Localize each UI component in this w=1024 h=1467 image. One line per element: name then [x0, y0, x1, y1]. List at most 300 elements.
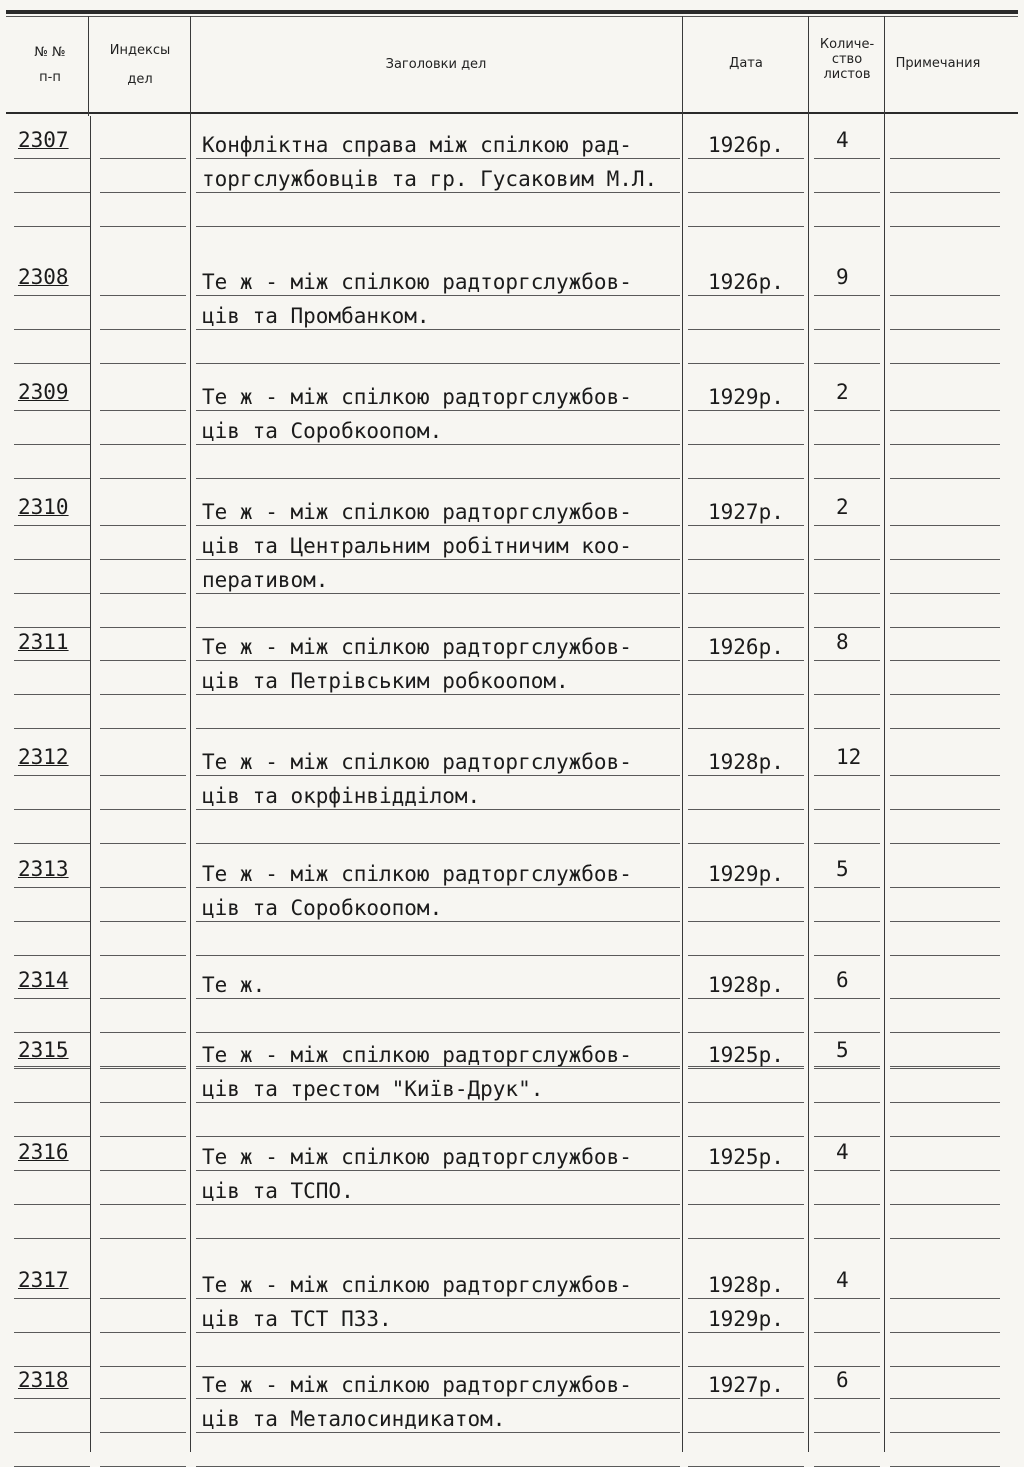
- ruling-line: [688, 593, 804, 594]
- ruling-line: [814, 1398, 880, 1399]
- row-date: [708, 630, 784, 664]
- ruling-line: [890, 1068, 1000, 1069]
- ruling-line: [814, 410, 880, 411]
- row-title-line: Те ж - мiж спiлкою радторгслужбов-: [202, 862, 632, 886]
- row-title-line: Те ж - мiж спiлкою радторгслужбов-: [202, 500, 632, 524]
- row-date-line: 1925р.: [708, 1145, 784, 1169]
- ruling-line: [14, 694, 90, 695]
- ruling-line: [890, 1332, 1000, 1333]
- ruling-line: [100, 410, 186, 411]
- row-date: [708, 380, 784, 414]
- ruling-line: [100, 660, 186, 661]
- ruling-line: [688, 809, 804, 810]
- ruling-line: [196, 444, 680, 445]
- ruling-line: [890, 775, 1000, 776]
- header-date: [684, 55, 808, 74]
- ruling-line: [14, 728, 90, 729]
- ruling-line: [688, 1298, 804, 1299]
- ruling-line: [688, 478, 804, 479]
- row-title: [202, 380, 632, 448]
- ruling-line: [14, 363, 90, 364]
- ruling-line: [196, 1102, 680, 1103]
- ruling-line: [814, 1298, 880, 1299]
- ruling-line: [14, 843, 90, 844]
- ruling-line: [100, 226, 186, 227]
- ruling-line: [100, 1366, 186, 1367]
- ruling-line: [196, 1136, 680, 1137]
- ruling-line: [814, 843, 880, 844]
- row-title: [202, 1268, 632, 1336]
- row-sheet-count: 9: [836, 265, 849, 289]
- ruling-line: [196, 410, 680, 411]
- ruling-line: [100, 158, 186, 159]
- ruling-line: [814, 158, 880, 159]
- ruling-line: [14, 1298, 90, 1299]
- row-date-line: 1929р.: [708, 385, 784, 409]
- ruling-line: [890, 1238, 1000, 1239]
- column-divider: [90, 116, 91, 1452]
- row-title: [202, 745, 632, 813]
- row-title-line: Те ж - мiж спiлкою радторгслужбов-: [202, 1145, 632, 1169]
- ruling-line: [100, 1136, 186, 1137]
- ruling-line: [688, 226, 804, 227]
- ruling-line: [14, 1432, 90, 1433]
- ruling-line: [14, 1170, 90, 1171]
- header-count-label-3: листов: [823, 66, 871, 82]
- ruling-line: [890, 694, 1000, 695]
- row-date-line: 1928р.: [708, 750, 784, 774]
- row-title: [202, 968, 265, 1002]
- ruling-line: [14, 329, 90, 330]
- ruling-line: [688, 1170, 804, 1171]
- ruling-line: [100, 559, 186, 560]
- ruling-line: [688, 887, 804, 888]
- row-date-line: 1925р.: [708, 1043, 784, 1067]
- ruling-line: [196, 1398, 680, 1399]
- row-sheet-count: 4: [836, 1140, 849, 1164]
- ruling-line: [814, 525, 880, 526]
- ruling-line: [196, 1366, 680, 1367]
- ruling-line: [196, 1238, 680, 1239]
- row-number: 2314: [18, 968, 69, 992]
- ruling-line: [100, 1102, 186, 1103]
- ruling-line: [100, 694, 186, 695]
- row-title-line: цiв та ТСПО.: [202, 1179, 354, 1203]
- row-sheet-count: 4: [836, 128, 849, 152]
- ruling-line: [890, 660, 1000, 661]
- row-number: 2316: [18, 1140, 69, 1164]
- ruling-line: [688, 329, 804, 330]
- ruling-line: [196, 363, 680, 364]
- ruling-line: [100, 1432, 186, 1433]
- ruling-line: [814, 1332, 880, 1333]
- ruling-line: [890, 593, 1000, 594]
- ruling-line: [688, 694, 804, 695]
- ruling-line: [814, 955, 880, 956]
- ruling-line: [14, 1136, 90, 1137]
- ruling-line: [100, 955, 186, 956]
- ruling-line: [814, 887, 880, 888]
- ruling-line: [890, 1398, 1000, 1399]
- ruling-line: [196, 192, 680, 193]
- ruling-line: [688, 192, 804, 193]
- ruling-line: [100, 295, 186, 296]
- ruling-line: [890, 444, 1000, 445]
- row-date: [708, 1268, 784, 1336]
- ruling-line: [100, 525, 186, 526]
- ruling-line: [100, 843, 186, 844]
- ruling-line: [14, 1366, 90, 1367]
- row-date: [708, 1038, 784, 1072]
- ruling-line: [14, 1204, 90, 1205]
- ruling-line: [14, 226, 90, 227]
- column-divider: [88, 16, 89, 116]
- row-date-line: 1926р.: [708, 635, 784, 659]
- row-sheet-count: 12: [836, 745, 862, 769]
- ruling-line: [196, 478, 680, 479]
- row-sheet-count: 5: [836, 1038, 849, 1062]
- ruling-line: [814, 1238, 880, 1239]
- ruling-line: [890, 525, 1000, 526]
- ruling-line: [890, 158, 1000, 159]
- ruling-line: [196, 593, 680, 594]
- ruling-line: [814, 1204, 880, 1205]
- header-index-sub: дел: [127, 71, 153, 87]
- row-title: [202, 1140, 632, 1208]
- row-title-line: цiв та Петрiвським робкоопом.: [202, 669, 569, 693]
- ruling-line: [688, 843, 804, 844]
- ruling-line: [14, 921, 90, 922]
- row-date: [708, 495, 784, 529]
- row-title-line: цiв та Соробкоопом.: [202, 896, 443, 920]
- row-sheet-count: 4: [836, 1268, 849, 1292]
- row-title-line: цiв та Соробкоопом.: [202, 419, 443, 443]
- row-title-line: Те ж - мiж спiлкою радторгслужбов-: [202, 270, 632, 294]
- ruling-line: [14, 444, 90, 445]
- ruling-line: [196, 226, 680, 227]
- ruling-line: [14, 775, 90, 776]
- row-number: 2307: [18, 128, 69, 152]
- row-number: 2312: [18, 745, 69, 769]
- row-sheet-count: 2: [836, 495, 849, 519]
- ruling-line: [688, 1032, 804, 1033]
- row-title-line: перативом.: [202, 568, 329, 592]
- header-index-label: Индексы: [109, 43, 171, 58]
- column-divider: [682, 16, 683, 1452]
- ruling-line: [890, 1204, 1000, 1205]
- ruling-line: [890, 192, 1000, 193]
- ruling-line: [196, 627, 680, 628]
- ruling-line: [196, 295, 680, 296]
- ruling-line: [196, 1068, 680, 1069]
- row-title-line: Те ж - мiж спiлкою радторгслужбов-: [202, 750, 632, 774]
- ruling-line: [890, 809, 1000, 810]
- ruling-line: [890, 955, 1000, 956]
- ruling-line: [814, 559, 880, 560]
- row-title-line: торгслужбовцiв та гр. Гусаковим М.Л.: [202, 167, 658, 191]
- ruling-line: [14, 1332, 90, 1333]
- ruling-line: [196, 998, 680, 999]
- ruling-line: [100, 809, 186, 810]
- ruling-line: [688, 158, 804, 159]
- ruling-line: [14, 660, 90, 661]
- ruling-line: [814, 593, 880, 594]
- ruling-line: [14, 1398, 90, 1399]
- ruling-line: [14, 1032, 90, 1033]
- row-date-line: 1929р.: [708, 862, 784, 886]
- row-title: [202, 128, 657, 196]
- ruling-line: [890, 627, 1000, 628]
- row-sheet-count: 2: [836, 380, 849, 404]
- ruling-line: [100, 998, 186, 999]
- ruling-line: [196, 1170, 680, 1171]
- row-title-line: Те ж - мiж спiлкою радторгслужбов-: [202, 1273, 632, 1297]
- ruling-line: [688, 410, 804, 411]
- row-date: [708, 128, 784, 162]
- ruling-line: [890, 1066, 1000, 1067]
- row-number: 2318: [18, 1368, 69, 1392]
- row-date-line: 1927р.: [708, 1373, 784, 1397]
- ruling-line: [14, 1066, 90, 1067]
- ruling-line: [100, 1068, 186, 1069]
- column-divider: [190, 16, 191, 1452]
- ruling-line: [14, 593, 90, 594]
- ruling-line: [14, 1238, 90, 1239]
- ruling-line: [688, 1332, 804, 1333]
- ruling-line: [196, 329, 680, 330]
- ruling-line: [100, 1170, 186, 1171]
- ruling-line: [100, 192, 186, 193]
- ruling-line: [14, 627, 90, 628]
- ruling-line: [14, 1102, 90, 1103]
- ruling-line: [814, 1170, 880, 1171]
- header-index: [92, 42, 188, 90]
- ruling-line: [890, 1298, 1000, 1299]
- ruling-line: [890, 921, 1000, 922]
- ruling-line: [688, 295, 804, 296]
- row-date-line: 1926р.: [708, 270, 784, 294]
- ruling-line: [14, 559, 90, 560]
- ruling-line: [100, 775, 186, 776]
- header-number-sub: п-п: [39, 69, 61, 85]
- column-divider: [884, 16, 885, 1452]
- header-count-label-1: Количе-: [819, 37, 875, 52]
- ruling-line: [890, 843, 1000, 844]
- header-title: [192, 56, 680, 75]
- row-title-line: цiв та трестом "Київ-Друк".: [202, 1077, 544, 1101]
- ruling-line: [196, 921, 680, 922]
- row-date-line: 1927р.: [708, 500, 784, 524]
- row-number: 2308: [18, 265, 69, 289]
- ruling-line: [688, 1366, 804, 1367]
- ruling-line: [688, 1398, 804, 1399]
- ruling-line: [814, 1102, 880, 1103]
- ruling-line: [14, 158, 90, 159]
- ruling-line: [814, 660, 880, 661]
- row-title: [202, 1038, 632, 1106]
- ruling-line: [688, 1432, 804, 1433]
- ruling-line: [814, 478, 880, 479]
- ruling-line: [814, 775, 880, 776]
- row-title: [202, 1368, 632, 1436]
- ruling-line: [890, 887, 1000, 888]
- row-title-line: цiв та окрфiнвiддiлом.: [202, 784, 481, 808]
- row-title-line: цiв та Металосиндикатом.: [202, 1407, 506, 1431]
- row-date: [708, 265, 784, 299]
- row-number: 2310: [18, 495, 69, 519]
- ruling-line: [814, 363, 880, 364]
- ruling-line: [100, 1398, 186, 1399]
- row-date-line: 1926р.: [708, 133, 784, 157]
- ruling-line: [688, 728, 804, 729]
- ruling-line: [196, 775, 680, 776]
- ruling-line: [100, 921, 186, 922]
- ruling-line: [100, 887, 186, 888]
- ruling-line: [100, 1298, 186, 1299]
- row-sheet-count: 5: [836, 857, 849, 881]
- ruling-line: [196, 809, 680, 810]
- ruling-line: [688, 627, 804, 628]
- ruling-line: [196, 158, 680, 159]
- ruling-line: [196, 525, 680, 526]
- ruling-line: [890, 363, 1000, 364]
- ruling-line: [14, 525, 90, 526]
- row-date: [708, 1140, 784, 1174]
- ruling-line: [814, 1366, 880, 1367]
- ruling-line: [100, 728, 186, 729]
- ruling-line: [14, 1068, 90, 1069]
- row-date: [708, 1368, 784, 1402]
- row-date-line: 1928р.: [708, 973, 784, 997]
- ruling-line: [100, 1032, 186, 1033]
- ruling-line: [890, 1170, 1000, 1171]
- ruling-line: [196, 660, 680, 661]
- ruling-line: [688, 1136, 804, 1137]
- ruling-line: [688, 363, 804, 364]
- row-date: [708, 857, 784, 891]
- top-rule-thin: [6, 16, 1018, 17]
- ruling-line: [890, 295, 1000, 296]
- ruling-line: [196, 1332, 680, 1333]
- row-date: [708, 968, 784, 1002]
- ruling-line: [890, 1432, 1000, 1433]
- row-title-line: Конфлiктна справа мiж спiлкою рад-: [202, 133, 632, 157]
- header-number-label: № №: [34, 45, 66, 60]
- ruling-line: [890, 329, 1000, 330]
- ruling-line: [814, 1136, 880, 1137]
- header-count: [810, 38, 884, 83]
- ruling-line: [688, 559, 804, 560]
- ruling-line: [100, 1204, 186, 1205]
- ruling-line: [814, 1432, 880, 1433]
- row-title: [202, 265, 632, 333]
- ruling-line: [100, 1238, 186, 1239]
- header-notes: [886, 55, 990, 74]
- ruling-line: [814, 329, 880, 330]
- ruling-line: [196, 1432, 680, 1433]
- ruling-line: [814, 921, 880, 922]
- ruling-line: [890, 478, 1000, 479]
- row-number: 2309: [18, 380, 69, 404]
- ruling-line: [100, 444, 186, 445]
- ruling-line: [196, 1298, 680, 1299]
- ruling-line: [814, 728, 880, 729]
- row-title-line: Те ж.: [202, 973, 266, 997]
- row-title-line: Те ж - мiж спiлкою радторгслужбов-: [202, 1043, 632, 1067]
- ruling-line: [14, 295, 90, 296]
- column-divider: [808, 16, 809, 1452]
- ruling-line: [100, 478, 186, 479]
- ruling-line: [196, 728, 680, 729]
- ruling-line: [688, 998, 804, 999]
- ruling-line: [814, 226, 880, 227]
- row-title-line: цiв та ТСТ ПЗЗ.: [202, 1307, 392, 1331]
- ruling-line: [14, 887, 90, 888]
- ruling-line: [688, 525, 804, 526]
- ruling-line: [814, 295, 880, 296]
- ruling-line: [14, 809, 90, 810]
- row-number: 2311: [18, 630, 69, 654]
- row-title-line: цiв та Центральним робiтничим коо-: [202, 534, 632, 558]
- ruling-line: [890, 1136, 1000, 1137]
- ruling-line: [890, 1102, 1000, 1103]
- ruling-line: [688, 660, 804, 661]
- ruling-line: [14, 192, 90, 193]
- ruling-line: [890, 1032, 1000, 1033]
- row-number: 2313: [18, 857, 69, 881]
- top-rule: [6, 10, 1018, 14]
- ruling-line: [100, 1332, 186, 1333]
- ruling-line: [196, 1032, 680, 1033]
- row-title-line: Те ж - мiж спiлкою радторгслужбов-: [202, 635, 632, 659]
- ruling-line: [814, 627, 880, 628]
- ruling-line: [196, 694, 680, 695]
- ruling-line: [196, 559, 680, 560]
- ruling-line: [688, 1068, 804, 1069]
- row-date-line: 1929р.: [708, 1307, 784, 1331]
- header-number: [14, 44, 86, 88]
- row-number: 2315: [18, 1038, 69, 1062]
- ruling-line: [196, 1204, 680, 1205]
- ruling-line: [890, 728, 1000, 729]
- row-title: [202, 495, 632, 597]
- ruling-line: [196, 843, 680, 844]
- header-title-label: Заголовки дел: [385, 57, 487, 72]
- header-rule: [6, 112, 1018, 114]
- row-title: [202, 630, 632, 698]
- ruling-line: [100, 1066, 186, 1067]
- ruling-line: [890, 998, 1000, 999]
- row-title-line: Те ж - мiж спiлкою радторгслужбов-: [202, 385, 632, 409]
- ruling-line: [814, 809, 880, 810]
- row-number: 2317: [18, 1268, 69, 1292]
- ruling-line: [100, 363, 186, 364]
- ruling-line: [814, 694, 880, 695]
- ruling-line: [688, 921, 804, 922]
- header-count-label-2: ство: [831, 51, 863, 67]
- ruling-line: [14, 955, 90, 956]
- ruling-line: [688, 444, 804, 445]
- row-title: [202, 857, 632, 925]
- row-sheet-count: 8: [836, 630, 849, 654]
- ruling-line: [14, 998, 90, 999]
- row-sheet-count: 6: [836, 968, 849, 992]
- header-notes-label: Примечания: [895, 56, 981, 71]
- ruling-line: [100, 329, 186, 330]
- row-sheet-count: 6: [836, 1368, 849, 1392]
- ruling-line: [814, 1068, 880, 1069]
- ruling-line: [890, 1366, 1000, 1367]
